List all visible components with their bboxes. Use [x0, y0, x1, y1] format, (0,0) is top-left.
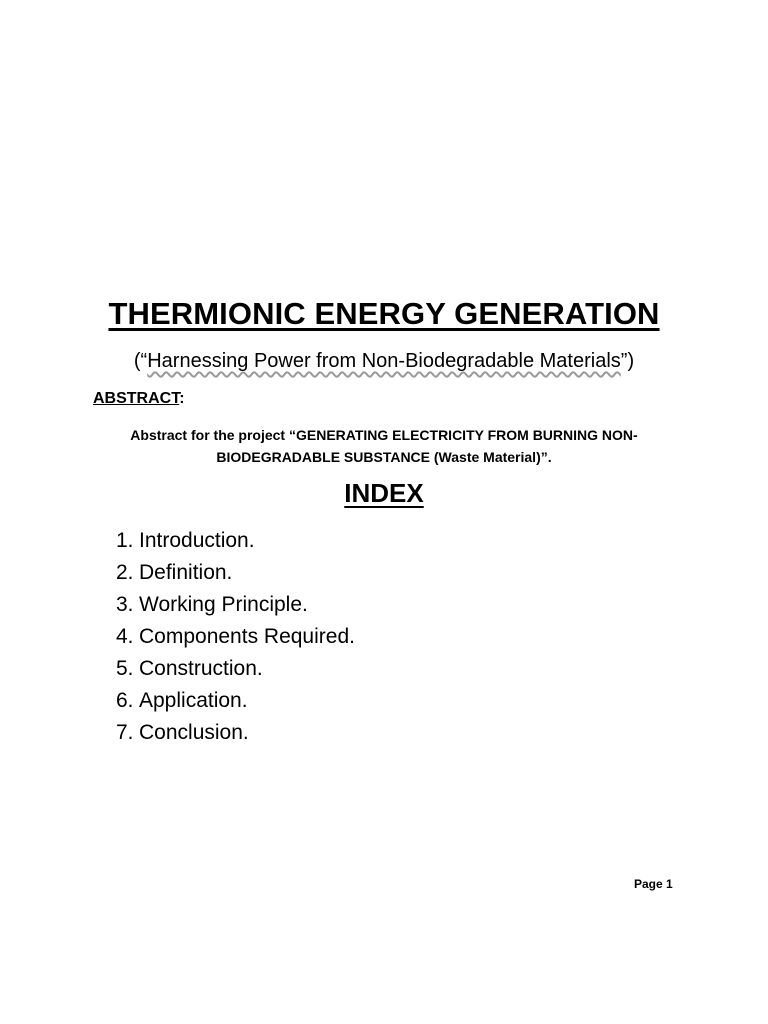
abstract-body: [90, 424, 678, 468]
page-number: Page 1: [634, 877, 673, 891]
index-item-number: 1.: [116, 529, 134, 552]
index-item: [116, 590, 355, 622]
index-item: [116, 558, 355, 590]
index-item: [116, 718, 355, 750]
index-item: [116, 622, 355, 654]
index-item-number: 3.: [116, 593, 134, 616]
index-item-number: 4.: [116, 625, 134, 648]
index-item-label: Construction.: [139, 657, 263, 680]
document-title: THERMIONIC ENERGY GENERATION: [108, 296, 660, 331]
index-item-number: 7.: [116, 721, 134, 744]
abstract-heading: [93, 390, 185, 408]
document-subtitle: [0, 350, 768, 373]
index-list: [116, 526, 355, 750]
index-item: [116, 526, 355, 558]
index-item-label: Conclusion.: [139, 721, 249, 744]
abstract-line-2: BIODEGRADABLE SUBSTANCE (Waste Material)”.: [216, 449, 552, 465]
abstract-label: ABSTRACT: [93, 390, 180, 407]
subtitle-close-quote: ”): [620, 350, 635, 372]
index-item: [116, 654, 355, 686]
index-item-label: Definition.: [139, 561, 233, 584]
index-heading: INDEX: [344, 478, 424, 508]
index-item: [116, 686, 355, 718]
index-item-label: Components Required.: [139, 625, 355, 648]
subtitle-text: Harnessing Power from Non-Biodegradable Materials: [147, 350, 621, 372]
index-item-label: Introduction.: [139, 529, 255, 552]
abstract-line-1: Abstract for the project “GENERATING ELECTRICITY FROM BURNING NON-: [130, 427, 638, 443]
abstract-colon: :: [179, 390, 185, 407]
index-item-number: 6.: [116, 689, 134, 712]
index-item-label: Application.: [139, 689, 248, 712]
index-item-label: Working Principle.: [139, 593, 308, 616]
index-item-number: 5.: [116, 657, 134, 680]
subtitle-open-quote: (“: [133, 350, 148, 372]
index-item-number: 2.: [116, 561, 134, 584]
